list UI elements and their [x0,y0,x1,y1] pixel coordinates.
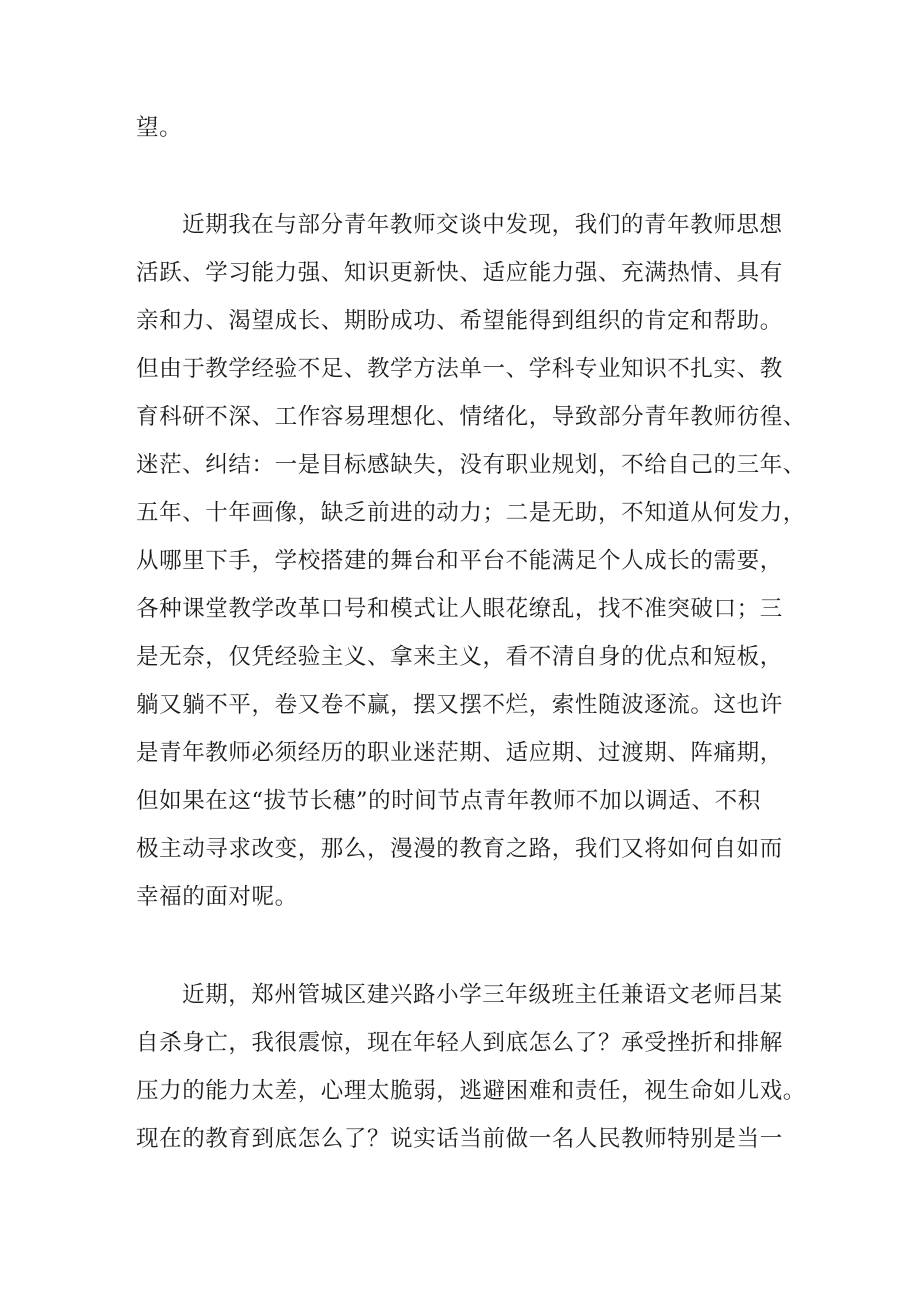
text-line-18: 自杀身亡，我很震惊，现在年轻人到底怎么了？承受挫折和排解 [136,1030,783,1056]
text-line-5: 但由于教学经验不足、教学方法单一、学科专业知识不扎实、教 [136,356,783,382]
text-line-17: 近期，郑州管城区建兴路小学三年级班主任兼语文老师吕某 [182,982,783,1008]
text-line-1: 望。 [136,115,183,141]
text-line-20: 现在的教育到底怎么了？说实话当前做一名人民教师特别是当一 [136,1126,783,1152]
text-line-19: 压力的能力太差，心理太脆弱，逃避困难和责任，视生命如儿戏。 [136,1078,806,1104]
text-line-6: 育科研不深、工作容易理想化、情绪化，导致部分青年教师彷徨、 [136,404,806,430]
text-line-4: 亲和力、渴望成长、期盼成功、希望能得到组织的肯定和帮助。 [136,308,783,334]
text-line-15: 极主动寻求改变，那么，漫漫的教育之路，我们又将如何自如而 [136,836,783,862]
text-line-7: 迷茫、纠结：一是目标感缺失，没有职业规划，不给自己的三年、 [136,452,806,478]
text-line-9: 从哪里下手，学校搭建的舞台和平台不能满足个人成长的需要， [136,548,783,574]
text-line-2: 近期我在与部分青年教师交谈中发现，我们的青年教师思想 [182,212,783,238]
text-line-13: 是青年教师必须经历的职业迷茫期、适应期、过渡期、阵痛期， [136,740,783,766]
text-line-12: 躺又躺不平，卷又卷不赢，摆又摆不烂，索性随波逐流。这也许 [136,692,783,718]
text-line-8: 五年、十年画像，缺乏前进的动力；二是无助，不知道从何发力， [136,500,806,526]
text-line-14: 但如果在这“拔节长穗”的时间节点青年教师不加以调适、不积 [136,788,761,814]
text-line-3: 活跃、学习能力强、知识更新快、适应能力强、充满热情、具有 [136,260,783,286]
text-line-11: 是无奈，仅凭经验主义、拿来主义，看不清自身的优点和短板， [136,644,783,670]
text-line-16: 幸福的面对呢。 [136,884,298,910]
text-line-10: 各种课堂教学改革口号和模式让人眼花缭乱，找不准突破口；三 [136,596,783,622]
